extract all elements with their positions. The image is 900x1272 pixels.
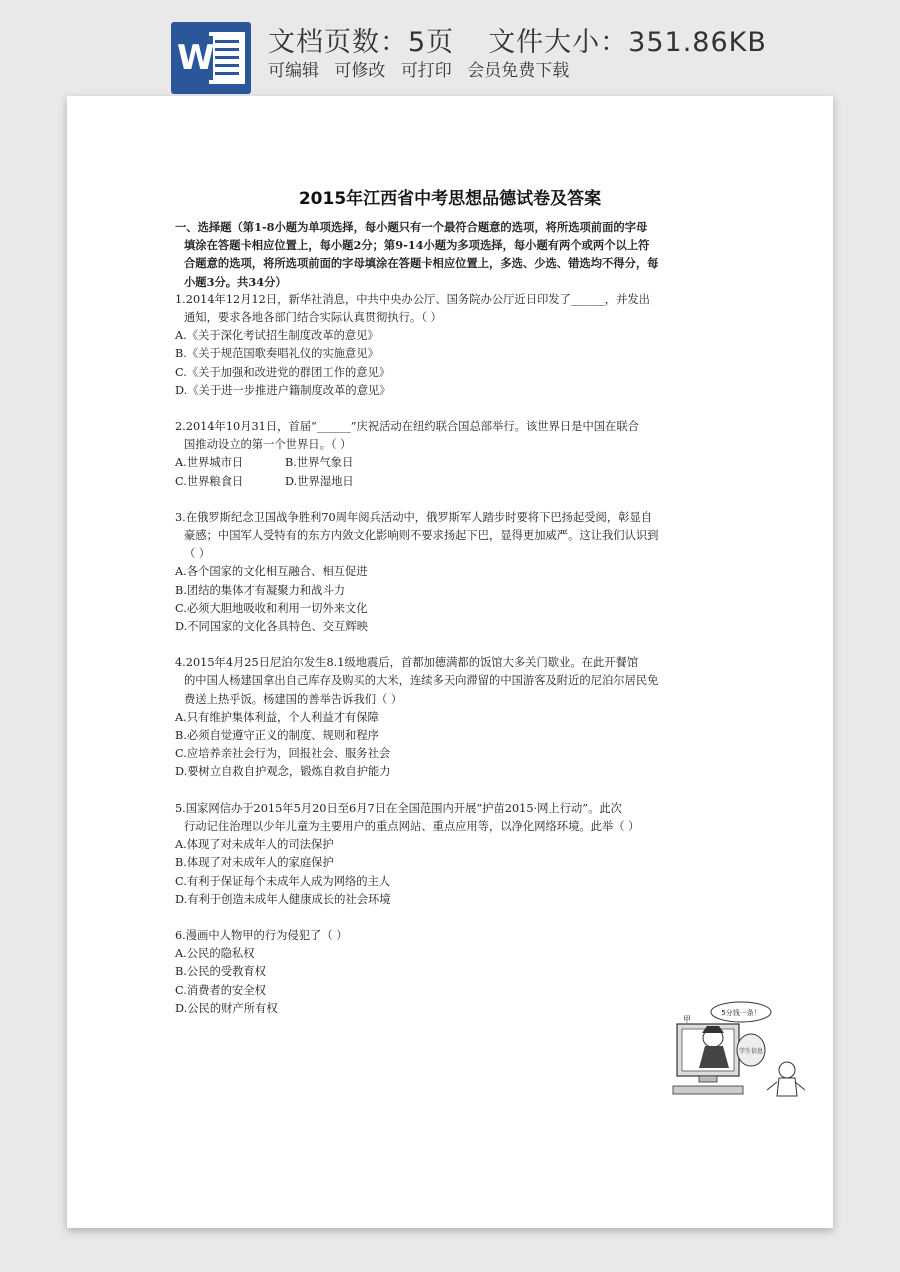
feature-modifiable: 可修改 <box>334 61 386 81</box>
section-line: 小题3分。共34分） <box>184 274 287 289</box>
speech-text: 5分钱一条！ <box>721 1009 761 1017</box>
option-d: D.要树立自救自护观念，锻炼自救自护能力 <box>175 765 391 779</box>
question-stem: 豪感；中国军人受特有的东方内敛文化影响则不要求扬起下巴，显得更加威严。这让我们认识到 <box>184 529 659 543</box>
option-c: C.《关于加强和改进党的群团工作的意见》 <box>175 365 391 379</box>
question-stem: 的中国人杨建国拿出自己库存及购买的大米，连续多天向滞留的中国游客及附近的尼泊尔居民免 <box>184 674 659 688</box>
option-b: B.体现了对未成年人的家庭保护 <box>175 856 334 870</box>
option-c: C.世界粮食日 <box>175 474 244 488</box>
feature-list <box>268 56 579 81</box>
feature-member-download[interactable]: 会员免费下载 <box>467 61 570 81</box>
option-a: A.只有维护集体利益，个人利益才有保障 <box>175 710 379 724</box>
document-title: 2015年江西省中考思想品德试卷及答案 <box>298 189 602 209</box>
question-stem: 2.2014年10月31日，首届“______”庆祝活动在纽约联合国总部举行。该世界日是中国在联合 <box>175 420 639 434</box>
option-a: A.世界城市日 <box>175 456 244 470</box>
option-b: B.团结的集体才有凝聚力和战斗力 <box>175 583 346 597</box>
question-stem: 4.2015年4月25日尼泊尔发生8.1级地震后，首都加德满都的饭馆大多关门歇业。在此开餐馆 <box>175 656 639 670</box>
monitor-stand <box>699 1076 717 1082</box>
download-banner <box>0 0 900 96</box>
question-5 <box>175 800 715 909</box>
question-6 <box>175 927 715 1018</box>
option-a: A.《关于深化考试招生制度改革的意见》 <box>175 329 379 343</box>
document-page <box>67 96 833 1228</box>
option-c: C.有利于保证每个未成年人成为网络的主人 <box>175 874 391 888</box>
question-2 <box>175 418 715 491</box>
child-head <box>779 1062 795 1078</box>
option-a: A.体现了对未成年人的司法保护 <box>175 838 334 852</box>
option-d: D.公民的财产所有权 <box>175 1001 278 1015</box>
feature-editable: 可编辑 <box>268 61 319 81</box>
question-stem: 费送上热乎饭。杨建国的善举告诉我们（ ） <box>184 692 403 706</box>
file-size: 文件大小：351.86KB <box>488 27 767 58</box>
section-line: 填涂在答题卡相应位置上，每小题2分；第9-14小题为多项选择，每小题有两个或两个以上符 <box>184 238 650 253</box>
question-4 <box>175 654 715 781</box>
option-b: B.公民的受教育权 <box>175 965 266 979</box>
page-count: 文档页数：5页 <box>268 27 455 58</box>
question-stem: 6.漫画中人物甲的行为侵犯了（ ） <box>175 928 348 942</box>
keyboard <box>673 1086 743 1094</box>
option-a: A.各个国家的文化相互融合、相互促进 <box>175 565 368 579</box>
question-stem: 国推动设立的第一个世界日。（ ） <box>184 438 352 452</box>
question-stem: （ ） <box>184 547 211 561</box>
option-c: C.消费者的安全权 <box>175 983 266 997</box>
feature-printable: 可打印 <box>400 61 452 81</box>
question-3 <box>175 509 715 636</box>
question-stem: 3.在俄罗斯纪念卫国战争胜利70周年阅兵活动中，俄罗斯军人踏步时要将下巴扬起受阅，彰显自 <box>175 510 653 524</box>
word-letter-icon: W <box>177 38 215 78</box>
option-d: D.《关于进一步推进户籍制度改革的意见》 <box>175 383 391 397</box>
child-body <box>777 1078 797 1096</box>
cartoon-illustration <box>669 998 819 1104</box>
option-d: D.有利于创造未成年人健康成长的社会环境 <box>175 892 391 906</box>
question-stem: 1.2014年12月12日，新华社消息，中共中央办公厅、国务院办公厅近日印发了______，并发出 <box>175 292 650 306</box>
bag-label: 学生信息 <box>738 1048 764 1055</box>
section-line: 合题意的选项，将所选项前面的字母填涂在答题卡相应位置上，多选、少选、错选均不得分，每 <box>184 256 659 271</box>
option-c: C.必须大胆地吸收和利用一切外来文化 <box>175 601 368 615</box>
document-body <box>175 218 764 1055</box>
section-line: 一、选择题（第1-8小题为单项选择，每小题只有一个最符合题意的选项，将所选项前面的字母 <box>175 220 648 234</box>
word-document-icon <box>171 22 251 94</box>
question-stem: 行动记住治理以少年儿童为主要用户的重点网站、重点应用等，以净化网络环境。此举（ ） <box>184 819 640 833</box>
option-b: B.世界气象日 <box>285 456 354 470</box>
option-d: D.世界湿地日 <box>285 474 354 488</box>
option-c: C.应培养亲社会行为，回报社会、服务社会 <box>175 747 391 761</box>
person-label: 甲 <box>683 1015 691 1024</box>
file-info <box>268 20 801 59</box>
question-1 <box>175 291 715 400</box>
option-a: A.公民的隐私权 <box>175 947 255 961</box>
option-d: D.不同国家的文化各具特色、交互辉映 <box>175 620 368 634</box>
option-b: B.必须自觉遵守正义的制度、规则和程序 <box>175 729 379 743</box>
section-heading <box>175 218 715 291</box>
option-b: B.《关于规范国歌奏唱礼仪的实施意见》 <box>175 347 379 361</box>
question-stem: 5.国家网信办于2015年5月20日至6月7日在全国范围内开展“护苗2015·网上行动”。此次 <box>175 801 622 815</box>
question-stem: 通知，要求各地各部门结合实际认真贯彻执行。（ ） <box>184 311 442 325</box>
